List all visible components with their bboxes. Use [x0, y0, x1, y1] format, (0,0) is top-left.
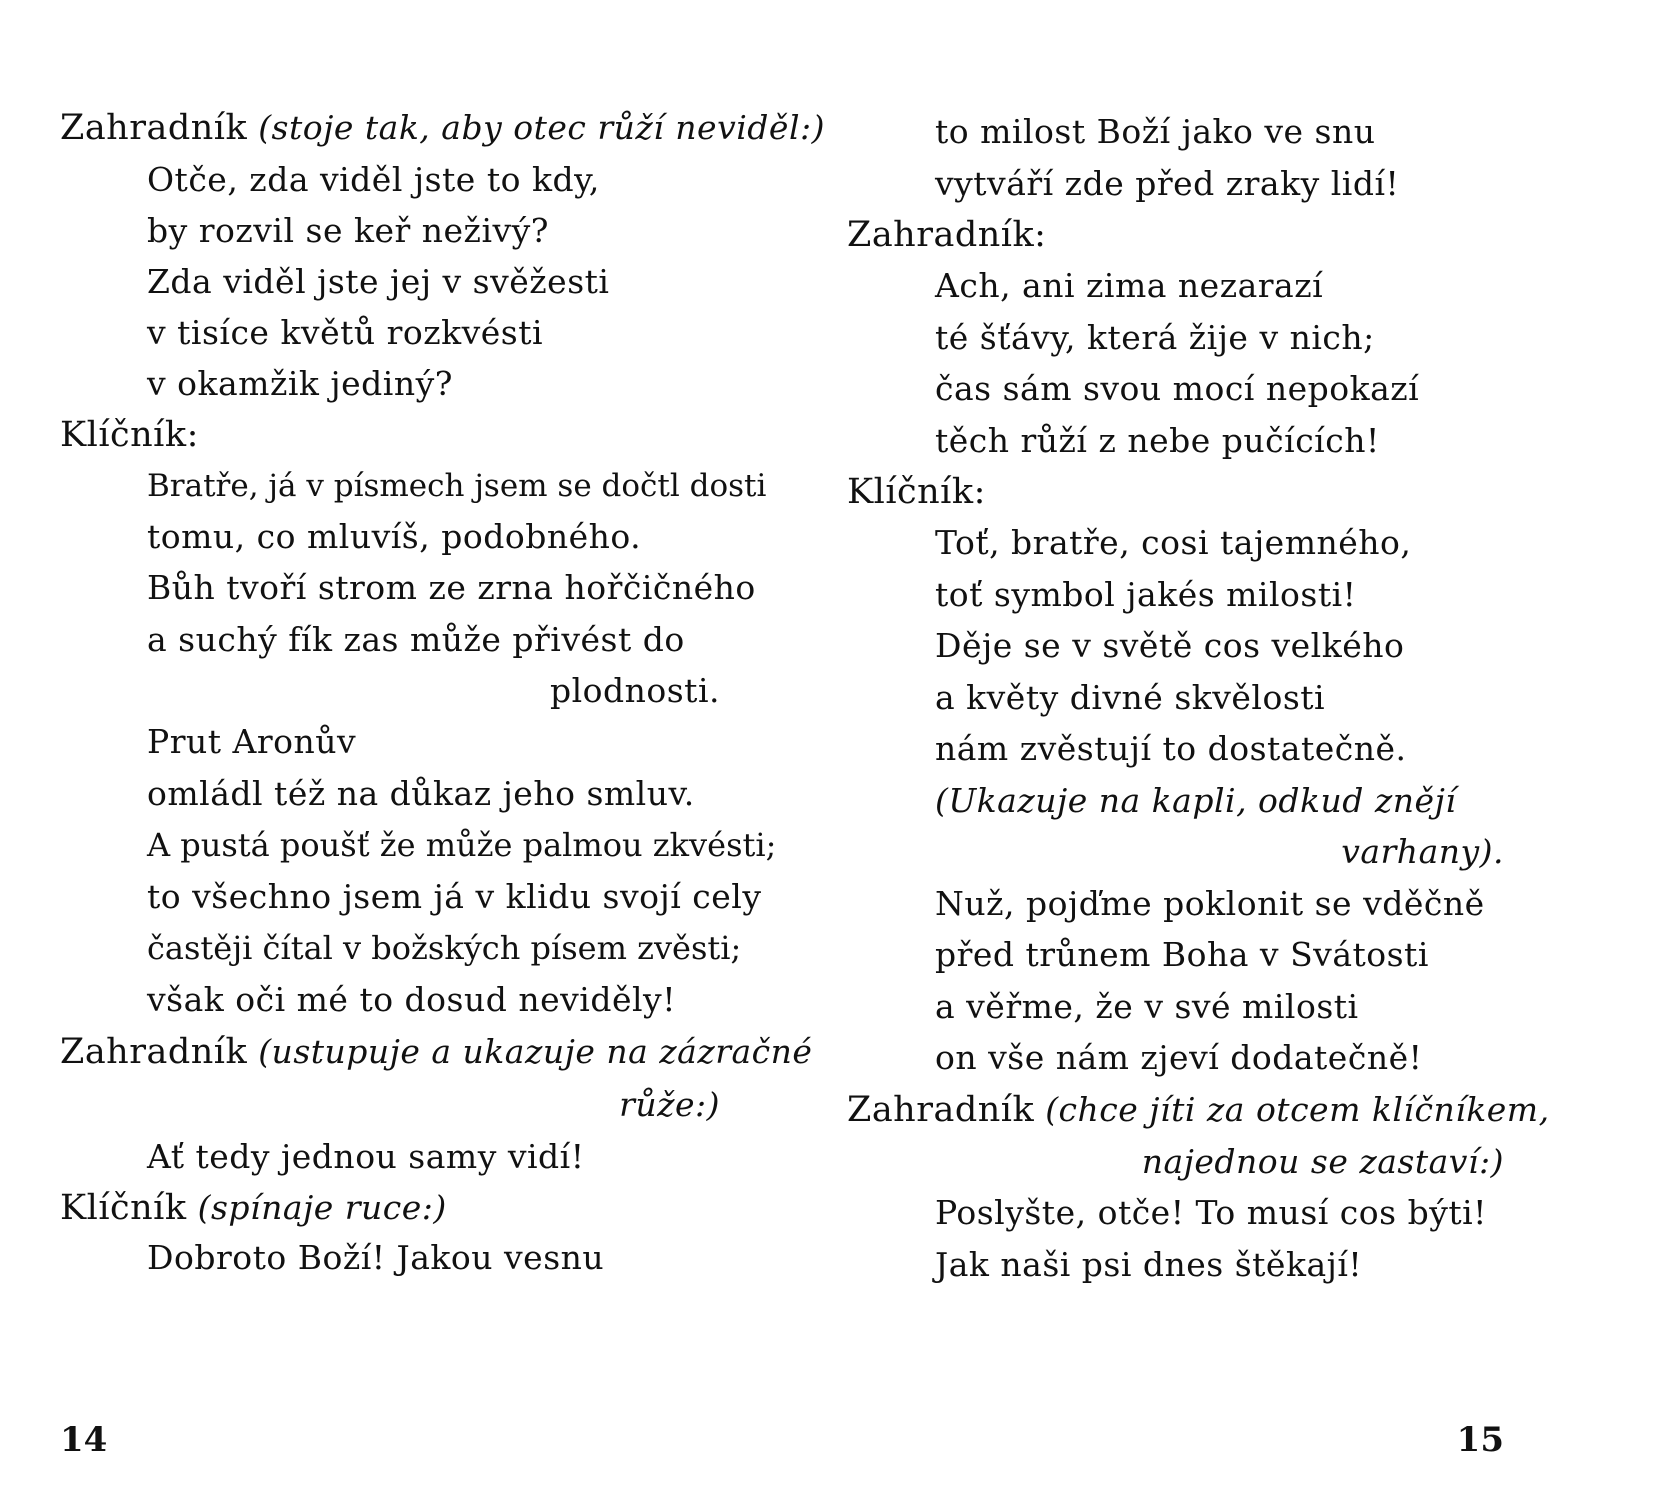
verse-line: vytváří zde před zraky lidí!: [935, 164, 1400, 203]
verse-line: té šťávy, která žije v nich;: [935, 318, 1375, 357]
speaker-name: Klíčník:: [847, 472, 986, 512]
speaker-line: [847, 215, 1046, 255]
verse-line: Nuž, pojďme poklonit se vděčně: [935, 884, 1485, 923]
page-number: 15: [1456, 1420, 1504, 1460]
verse-line: Toť, bratře, cosi tajemného,: [935, 523, 1412, 562]
verse-line: omládl též na důkaz jeho smluv.: [147, 774, 695, 813]
verse-line: to všechno jsem já v klidu svojí cely: [147, 877, 762, 916]
verse-line: čas sám svou mocí nepokazí: [935, 369, 1420, 408]
speaker-line: [60, 1032, 812, 1072]
stage-direction-continuation: varhany).: [1341, 832, 1504, 871]
verse-line: Otče, zda viděl jste to kdy,: [147, 160, 600, 199]
verse-line: Ať tedy jednou samy vidí!: [147, 1137, 585, 1176]
stage-direction: (Ukazuje na kapli, odkud znějí: [935, 781, 1457, 820]
verse-line: A pustá poušť že může palmou zkvésti;: [147, 826, 777, 864]
verse-line: však oči mé to dosud neviděly!: [147, 980, 676, 1019]
verse-line: a suchý fík zas může přivést do: [147, 620, 685, 659]
verse-line: před trůnem Boha v Svátosti: [935, 935, 1429, 974]
speaker-name: Zahradník:: [847, 215, 1047, 255]
page-number: 14: [60, 1420, 108, 1460]
verse-line: on vše nám zjeví dodatečně!: [935, 1038, 1423, 1077]
verse-line: Dobroto Boží! Jakou vesnu: [147, 1238, 605, 1277]
speaker-name: Klíčník:: [60, 415, 199, 455]
speaker-line: [847, 1090, 1550, 1130]
speaker-name: Zahradník: [847, 1090, 1035, 1130]
verse-line: častěji čítal v božských písem zvěsti;: [147, 929, 742, 967]
right-page: [827, 0, 1654, 1500]
verse-line: to milost Boží jako ve snu: [935, 112, 1376, 151]
verse-line: Prut Aronův: [147, 722, 357, 761]
stage-direction: (ustupuje a ukazuje na zázračné: [258, 1032, 813, 1071]
verse-line: Ach, ani zima nezarazí: [935, 266, 1324, 305]
verse-line: Bratře, já v písmech jsem se dočtl dosti: [147, 468, 767, 504]
verse-line: těch růží z nebe pučících!: [935, 421, 1380, 460]
speaker-line: [847, 472, 986, 512]
speaker-name: Zahradník: [60, 108, 248, 148]
verse-line: nám zvěstují to dostatečně.: [935, 729, 1407, 768]
speaker-line: [60, 415, 199, 455]
verse-line: by rozvil se keř neživý?: [147, 211, 549, 250]
verse-line: tomu, co mluvíš, podobného.: [147, 517, 642, 556]
stage-direction: (chce jíti za otcem klíčníkem,: [1045, 1090, 1550, 1129]
speaker-line: [60, 108, 825, 148]
verse-line: Jak naši psi dnes štěkají!: [935, 1245, 1363, 1284]
verse-line-continuation: plodnosti.: [549, 671, 720, 710]
verse-line: v okamžik jediný?: [147, 364, 453, 403]
stage-direction-continuation: růže:): [619, 1085, 720, 1124]
verse-line: Bůh tvoří strom ze zrna hořčičného: [147, 568, 756, 607]
stage-direction-continuation: najednou se zastaví:): [1141, 1142, 1504, 1181]
verse-line: a květy divné skvělosti: [935, 678, 1326, 717]
verse-line: Děje se v světě cos velkého: [935, 626, 1405, 665]
speaker-name: Klíčník: [60, 1188, 187, 1228]
stage-direction: (spínaje ruce:): [197, 1188, 447, 1227]
stage-direction: (stoje tak, aby otec růží neviděl:): [258, 108, 825, 147]
verse-line: Zda viděl jste jej v svěžesti: [147, 262, 610, 301]
verse-line: Poslyšte, otče! To musí cos býti!: [935, 1193, 1487, 1232]
speaker-line: [60, 1188, 447, 1228]
verse-line: a věřme, že v své milosti: [935, 987, 1359, 1026]
verse-line: toť symbol jakés milosti!: [935, 575, 1357, 614]
speaker-name: Zahradník: [60, 1032, 248, 1072]
verse-line: v tisíce květů rozkvésti: [147, 313, 544, 352]
